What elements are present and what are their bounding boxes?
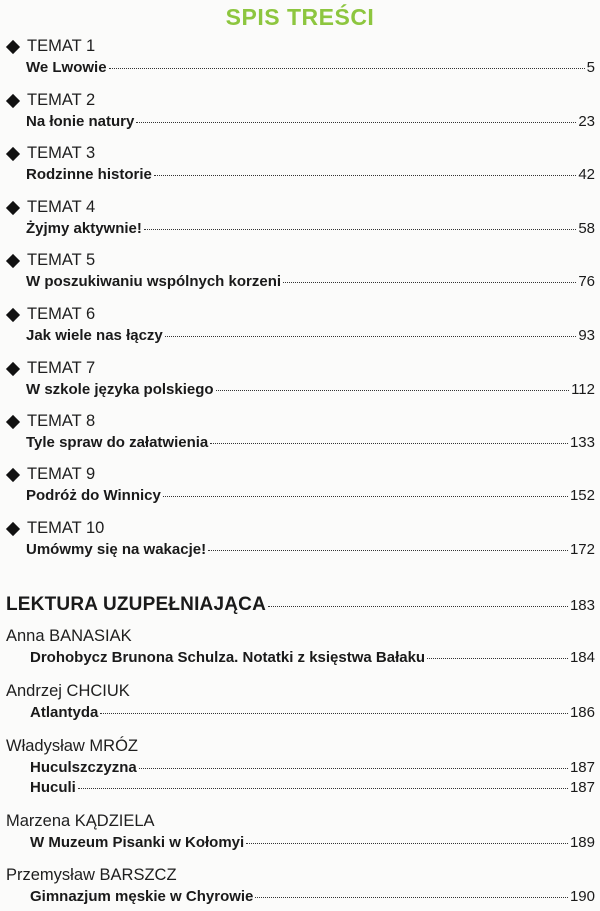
- dot-leader: [427, 658, 568, 659]
- page-number: 133: [569, 434, 595, 451]
- dot-leader: [144, 229, 576, 230]
- toc-entry[interactable]: [30, 704, 595, 721]
- dot-leader: [268, 606, 568, 607]
- dot-leader: [109, 68, 585, 69]
- topic-label: [6, 37, 95, 56]
- diamond-bullet-icon: [6, 253, 20, 267]
- topic-number: TEMAT 10: [27, 519, 105, 537]
- toc-entry[interactable]: [26, 541, 595, 558]
- topic-label: [6, 465, 95, 484]
- toc-entry[interactable]: [26, 487, 595, 504]
- topic-label: [6, 359, 95, 378]
- toc-entry[interactable]: [26, 327, 595, 344]
- dot-leader: [163, 496, 568, 497]
- toc-entry[interactable]: [26, 59, 595, 76]
- toc-entry[interactable]: [26, 434, 595, 451]
- page-number: 112: [571, 381, 595, 398]
- dot-leader: [255, 897, 568, 898]
- dot-leader: [210, 443, 568, 444]
- toc-entry[interactable]: [26, 166, 595, 183]
- topic-label: [6, 198, 95, 217]
- topic-number: TEMAT 6: [27, 305, 96, 323]
- page-number: 93: [578, 327, 595, 344]
- author-name: Andrzej CHCIUK: [6, 682, 130, 700]
- entry-title: Gimnazjum męskie w Chyrowie: [30, 888, 254, 905]
- entry-title: Jak wiele nas łączy: [26, 327, 163, 344]
- entry-title: Podróż do Winnicy: [26, 487, 161, 504]
- entry-title: W poszukiwaniu wspólnych korzeni: [26, 273, 282, 290]
- dot-leader: [154, 175, 576, 176]
- topic-label: [6, 251, 95, 270]
- topic-number: TEMAT 1: [27, 37, 96, 55]
- diamond-bullet-icon: [6, 200, 20, 214]
- entry-title: Umówmy się na wakacje!: [26, 541, 207, 558]
- entry-title: Huculi: [30, 779, 76, 796]
- diamond-bullet-icon: [6, 467, 20, 481]
- page-number: 76: [578, 273, 595, 290]
- supplementary-heading-row[interactable]: [6, 594, 595, 616]
- toc-entry[interactable]: [30, 759, 595, 776]
- page-number: 187: [569, 759, 595, 776]
- dot-leader: [78, 788, 568, 789]
- page-number: 23: [578, 113, 595, 130]
- toc-entry[interactable]: [26, 381, 595, 398]
- dot-leader: [165, 336, 577, 337]
- diamond-bullet-icon: [6, 39, 20, 53]
- toc-entry[interactable]: [26, 220, 595, 237]
- dot-leader: [136, 122, 576, 123]
- dot-leader: [216, 390, 570, 391]
- page-number: 184: [569, 649, 595, 666]
- page-number: 190: [569, 888, 595, 905]
- diamond-bullet-icon: [6, 414, 20, 428]
- topic-label: [6, 91, 95, 110]
- entry-title: W szkole języka polskiego: [26, 381, 214, 398]
- topic-label: [6, 305, 95, 324]
- topic-label: [6, 144, 95, 163]
- page-number: 186: [569, 704, 595, 721]
- diamond-bullet-icon: [6, 146, 20, 160]
- entry-title: Huculszczyzna: [30, 759, 137, 776]
- topic-number: TEMAT 4: [27, 198, 96, 216]
- page-number: 183: [569, 597, 595, 614]
- page-number: 189: [569, 834, 595, 851]
- page-number: 5: [586, 59, 595, 76]
- entry-title: W Muzeum Pisanki w Kołomyi: [30, 834, 245, 851]
- entry-title: Żyjmy aktywnie!: [26, 220, 142, 237]
- dot-leader: [283, 282, 576, 283]
- entry-title: Rodzinne historie: [26, 166, 152, 183]
- topic-label: [6, 412, 95, 431]
- dot-leader: [100, 713, 568, 714]
- toc-entry[interactable]: [26, 113, 595, 130]
- toc-entry[interactable]: [30, 888, 595, 905]
- entry-title: Drohobycz Brunona Schulza. Notatki z księstwa Bałaku: [30, 649, 426, 666]
- supplementary-heading: LEKTURA UZUPEŁNIAJĄCA: [6, 594, 266, 615]
- dot-leader: [208, 550, 568, 551]
- author-name: Anna BANASIAK: [6, 627, 132, 645]
- topic-number: TEMAT 7: [27, 359, 96, 377]
- topic-number: TEMAT 9: [27, 465, 96, 483]
- topic-number: TEMAT 3: [27, 144, 96, 162]
- page-number: 152: [569, 487, 595, 504]
- topic-number: TEMAT 8: [27, 412, 96, 430]
- toc-entry[interactable]: [26, 273, 595, 290]
- entry-title: Na łonie natury: [26, 113, 135, 130]
- page-number: 58: [578, 220, 595, 237]
- author-name: Marzena KĄDZIELA: [6, 812, 155, 830]
- author-name: Władysław MRÓZ: [6, 737, 139, 755]
- diamond-bullet-icon: [6, 93, 20, 107]
- toc-entry[interactable]: [30, 649, 595, 666]
- page-number: 42: [578, 166, 595, 183]
- dot-leader: [246, 843, 568, 844]
- author-name: Przemysław BARSZCZ: [6, 866, 177, 884]
- page-number: 172: [569, 541, 595, 558]
- diamond-bullet-icon: [6, 307, 20, 321]
- dot-leader: [139, 768, 568, 769]
- topic-label: [6, 519, 104, 538]
- entry-title: We Lwowie: [26, 59, 107, 76]
- diamond-bullet-icon: [6, 361, 20, 375]
- topic-number: TEMAT 5: [27, 251, 96, 269]
- page-title: SPIS TREŚCI: [225, 4, 375, 30]
- diamond-bullet-icon: [6, 521, 20, 535]
- toc-entry[interactable]: [30, 834, 595, 851]
- topic-number: TEMAT 2: [27, 91, 96, 109]
- page-number: 187: [569, 779, 595, 796]
- entry-title: Atlantyda: [30, 704, 99, 721]
- entry-title: Tyle spraw do załatwienia: [26, 434, 209, 451]
- toc-entry[interactable]: [30, 779, 595, 796]
